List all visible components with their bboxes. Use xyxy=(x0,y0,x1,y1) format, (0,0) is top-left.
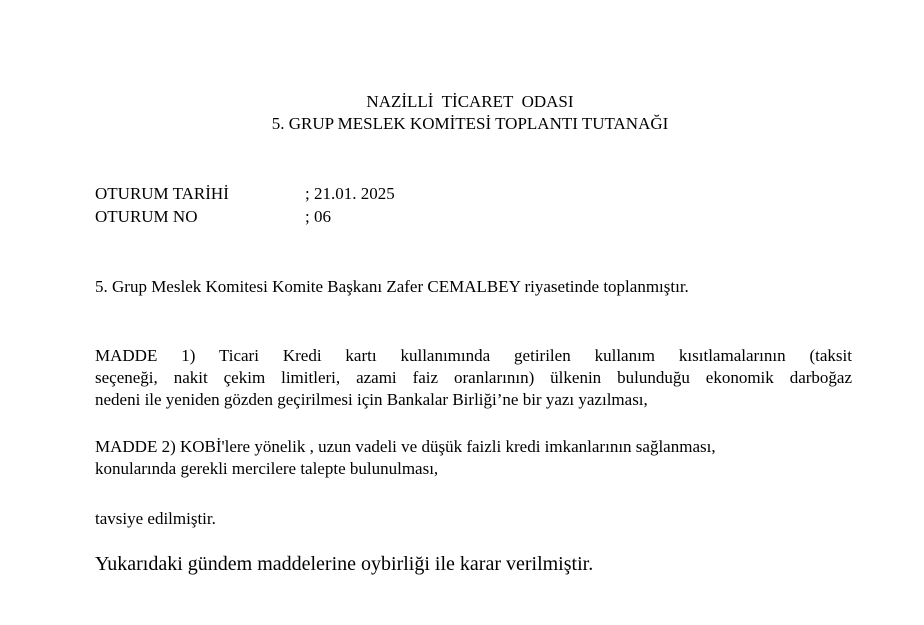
document-title: 5. GRUP MESLEK KOMİTESİ TOPLANTI TUTANAĞI xyxy=(271,114,669,133)
decision-statement: Yukarıdaki gündem maddelerine oybirliği ile karar verilmiştir. xyxy=(95,553,594,575)
agenda-item-2 xyxy=(95,436,852,480)
intro-paragraph: 5. Grup Meslek Komitesi Komite Başkanı Zafer CEMALBEY riyasetinde toplanmıştır. xyxy=(95,277,689,296)
session-number-value: ; 06 xyxy=(305,207,331,226)
agenda-item-1-line: MADDE 1) Ticari Kredi kartı kullanımında getirilen kullanım kısıtlamalarının (taksit xyxy=(95,346,852,365)
session-number-row xyxy=(95,206,395,229)
agenda-item-1 xyxy=(95,345,852,411)
agenda-item-2-line: MADDE 2) KOBİ'lere yönelik , uzun vadeli ve düşük faizli kredi imkanlarının sağlanması, xyxy=(95,437,716,456)
agenda-item-1-line: nedeni ile yeniden gözden geçirilmesi için Bankalar Birliği’ne bir yazı yazılması, xyxy=(95,390,648,409)
session-date-value: ; 21.01. 2025 xyxy=(305,184,395,203)
agenda-item-2-line: konularında gerekli mercilere talepte bulunulması, xyxy=(95,459,439,478)
session-date-label: OTURUM TARİHİ xyxy=(95,184,229,203)
organization-name: NAZİLLİ TİCARET ODASI xyxy=(366,92,574,111)
session-number-label: OTURUM NO xyxy=(95,207,198,226)
session-date-row xyxy=(95,183,395,206)
document-header xyxy=(0,91,924,135)
agenda-item-1-line: seçeneği, nakit çekim limitleri, azami faiz oranlarının) ülkenin bulunduğu ekonomik darboğaz xyxy=(95,368,852,387)
session-info xyxy=(95,183,395,229)
closing-statement: tavsiye edilmiştir. xyxy=(95,509,216,528)
